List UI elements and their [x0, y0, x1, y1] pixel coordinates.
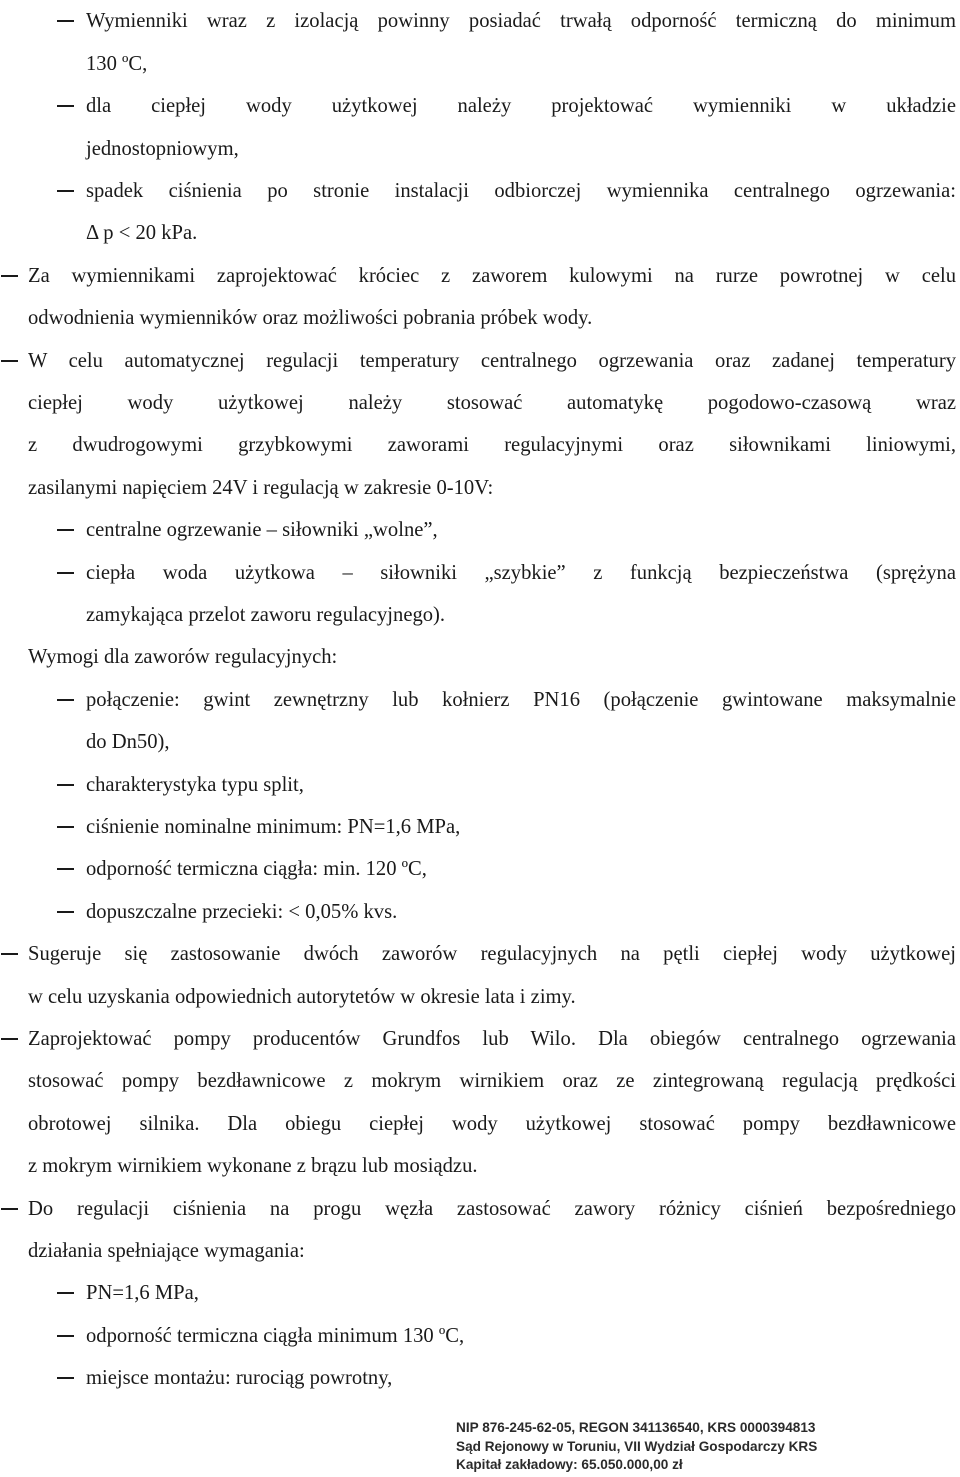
dash-bullet-icon: [57, 1377, 74, 1379]
text-line: [0, 1060, 960, 1102]
text-line: [0, 1272, 960, 1314]
dash-bullet-icon: [1, 1038, 18, 1040]
text-line: [0, 891, 960, 933]
text-line: [0, 424, 960, 466]
line-text: stosować pompy bezdławnicowe z mokrym wirnikiem oraz ze zintegrowaną regulacją prędkości: [28, 1070, 956, 1092]
line-text: ciepłej wody użytkowej należy stosować automatykę pogodowo-czasową wraz: [28, 392, 956, 414]
dash-bullet-icon: [1, 360, 18, 362]
dash-bullet-icon: [57, 1335, 74, 1337]
text-line: [0, 509, 960, 551]
dash-bullet-icon: [57, 784, 74, 786]
line-text: Wymienniki wraz z izolacją powinny posiadać trwałą odporność termiczną do minimum: [86, 10, 956, 32]
dash-bullet-icon: [57, 572, 74, 574]
text-line: [0, 552, 960, 594]
line-text: Zaprojektować pompy producentów Grundfos lub Wilo. Dla obiegów centralnego ogrzewania: [28, 1028, 956, 1050]
dash-bullet-icon: [57, 826, 74, 828]
dash-bullet-icon: [57, 699, 74, 701]
footer-share-capital: Kapitał zakładowy: 65.050.000,00 zł: [456, 1457, 683, 1473]
line-text: zasilanymi napięciem 24V i regulacją w zakresie 0-10V:: [28, 477, 494, 499]
line-text: do Dn50),: [86, 731, 170, 753]
line-text: 130 ºC,: [86, 53, 148, 75]
line-text: miejsce montażu: rurociąg powrotny,: [86, 1367, 393, 1389]
footer-court-registry: Sąd Rejonowy w Toruniu, VII Wydział Gospodarczy KRS: [456, 1438, 818, 1454]
text-line: [0, 170, 960, 212]
text-line: [0, 806, 960, 848]
text-line: [0, 594, 960, 636]
text-line: [0, 1103, 960, 1145]
text-line: [0, 933, 960, 975]
text-line: [0, 43, 960, 85]
text-line: [0, 848, 960, 890]
line-text: centralne ogrzewanie – siłowniki „wolne”,: [86, 519, 438, 541]
text-line: [0, 0, 960, 42]
dash-bullet-icon: [57, 911, 74, 913]
line-text: dopuszczalne przecieki: < 0,05% kvs.: [86, 901, 398, 923]
line-text: działania spełniające wymagania:: [28, 1240, 305, 1262]
line-text: z dwudrogowymi grzybkowymi zaworami regulacyjnymi oraz siłownikami liniowymi,: [28, 434, 956, 456]
line-text: połączenie: gwint zewnętrzny lub kołnierz PN16 (połączenie gwintowane maksymalnie: [86, 689, 956, 711]
company-footer: [456, 1419, 876, 1475]
line-text: Wymogi dla zaworów regulacyjnych:: [28, 646, 338, 668]
text-line: [0, 340, 960, 382]
dash-bullet-icon: [57, 1292, 74, 1294]
text-line: [0, 1230, 960, 1272]
line-text: ciepła woda użytkowa – siłowniki „szybkie” z funkcją bezpieczeństwa (sprężyna: [86, 562, 956, 584]
line-text: ciśnienie nominalne minimum: PN=1,6 MPa,: [86, 816, 461, 838]
dash-bullet-icon: [57, 868, 74, 870]
dash-bullet-icon: [1, 953, 18, 955]
text-line: [0, 212, 960, 254]
text-line: [0, 679, 960, 721]
line-text: Δ p < 20 kPa.: [86, 222, 198, 244]
text-line: [0, 382, 960, 424]
line-text: Za wymiennikami zaprojektować króciec z zaworem kulowymi na rurze powrotnej w celu: [28, 265, 956, 287]
line-text: odwodnienia wymienników oraz możliwości pobrania próbek wody.: [28, 307, 593, 329]
dash-bullet-icon: [57, 529, 74, 531]
text-line: [0, 297, 960, 339]
line-text: charakterystyka typu split,: [86, 774, 304, 796]
text-line: [0, 976, 960, 1018]
line-text: W celu automatycznej regulacji temperatury centralnego ogrzewania oraz zadanej temperatury: [28, 350, 956, 372]
line-text: jednostopniowym,: [86, 138, 239, 160]
text-line: [0, 467, 960, 509]
dash-bullet-icon: [57, 20, 74, 22]
line-text: z mokrym wirnikiem wykonane z brązu lub mosiądzu.: [28, 1155, 478, 1177]
text-line: [0, 1145, 960, 1187]
text-line: [0, 636, 960, 678]
text-line: [0, 1188, 960, 1230]
text-line: [0, 1315, 960, 1357]
line-text: PN=1,6 MPa,: [86, 1282, 199, 1304]
line-text: Do regulacji ciśnienia na progu węzła zastosować zawory różnicy ciśnień bezpośredniego: [28, 1198, 956, 1220]
text-line: [0, 128, 960, 170]
text-line: [0, 721, 960, 763]
dash-bullet-icon: [1, 1208, 18, 1210]
line-text: Sugeruje się zastosowanie dwóch zaworów regulacyjnych na pętli ciepłej wody użytkowej: [28, 943, 956, 965]
line-text: obrotowej silnika. Dla obiegu ciepłej wody użytkowej stosować pompy bezdławnicowe: [28, 1113, 956, 1135]
line-text: dla ciepłej wody użytkowej należy projektować wymienniki w układzie: [86, 95, 956, 117]
dash-bullet-icon: [57, 190, 74, 192]
line-text: odporność termiczna ciągła: min. 120 ºC,: [86, 858, 427, 880]
text-line: [0, 85, 960, 127]
text-line: [0, 764, 960, 806]
line-text: zamykająca przelot zaworu regulacyjnego).: [86, 604, 446, 626]
text-line: [0, 255, 960, 297]
footer-tax-ids: NIP 876-245-62-05, REGON 341136540, KRS 0000394813: [456, 1420, 816, 1435]
dash-bullet-icon: [1, 275, 18, 277]
text-line: [0, 1018, 960, 1060]
text-line: [0, 1357, 960, 1399]
line-text: w celu uzyskania odpowiednich autorytetów w okresie lata i zimy.: [28, 986, 576, 1008]
line-text: spadek ciśnienia po stronie instalacji odbiorczej wymiennika centralnego ogrzewania:: [86, 180, 956, 202]
line-text: odporność termiczna ciągła minimum 130 ºC,: [86, 1325, 465, 1347]
dash-bullet-icon: [57, 105, 74, 107]
